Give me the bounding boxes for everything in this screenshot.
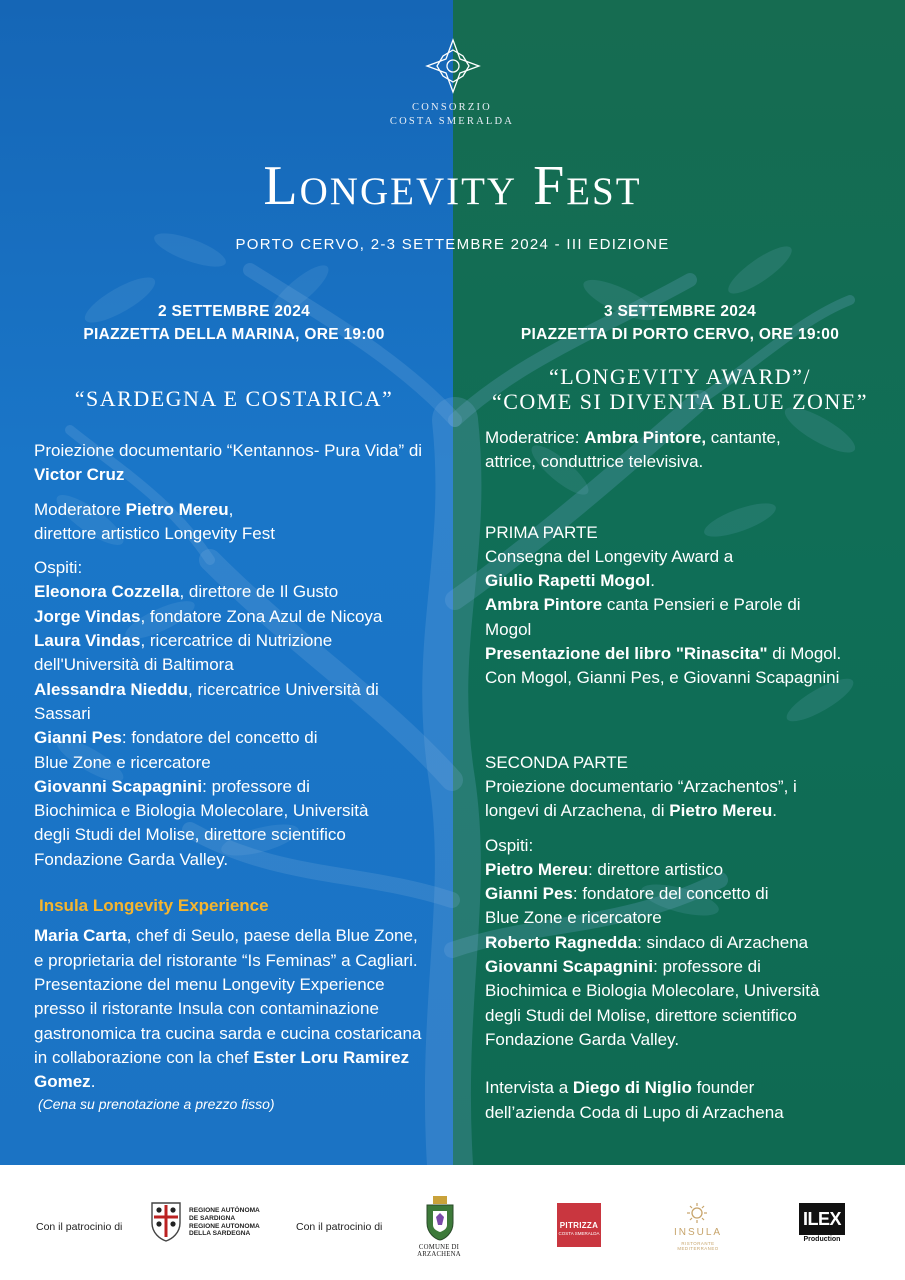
part1-award — [485, 545, 880, 594]
guest-name: Pietro Mereu — [485, 859, 588, 879]
day1-date: 2 SETTEMBRE 2024 — [157, 303, 311, 320]
day1-guest — [34, 726, 334, 775]
day1-doc-author: Victor Cruz — [34, 465, 125, 485]
insula-collab-chef: Ester Loru Ramirez Gomez — [34, 1047, 410, 1092]
guest-role: : fondatore del concetto di Blue Zone e ricercatore — [485, 884, 769, 928]
org-line-2: COSTA SMERALDA — [389, 116, 515, 127]
day1-place: PIAZZETTA DELLA MARINA, ORE 19:00 — [83, 326, 385, 343]
part1-singer: Ambra Pintore — [485, 595, 603, 615]
interview-text: Intervista a — [485, 1078, 573, 1098]
insula-experience-title: Insula Longevity Experience — [39, 896, 269, 916]
part2-documentary — [485, 775, 830, 824]
sardegna-line: REGIONE AUTÒNOMA — [189, 1207, 260, 1214]
ilex-logo: ILEX — [799, 1203, 845, 1235]
pitrizza-name: PITRIZZA — [559, 1221, 599, 1230]
sardegna-line: REGIONE AUTONOMA — [189, 1222, 260, 1230]
regione-sardegna-crest-icon — [148, 1199, 184, 1243]
day1-header — [34, 300, 434, 346]
guest-role: , fondatore Zona Azul de Nicoya — [140, 606, 383, 626]
day1-guest — [34, 775, 394, 872]
guest-role: , direttore de Il Gusto — [179, 582, 339, 602]
day2-place: PIAZZETTA DI PORTO CERVO, ORE 19:00 — [520, 326, 840, 343]
ilex-production: Production — [803, 1236, 841, 1243]
part1-award-text: Consegna del Longevity Award a — [485, 546, 734, 566]
interview-role: founder dell’azienda Coda di Lupo di Arzachena — [485, 1078, 784, 1122]
guest-name: Giovanni Scapagnini — [34, 776, 203, 796]
part2-doc-text: Proiezione documentario “Arzachentos”, i longevi di Arzachena, di — [485, 776, 797, 821]
guest-role: , ricercatrice di Nutrizione dell'Università di Baltimora — [34, 631, 333, 675]
part1-sing-text: canta Pensieri e Parole di Mogol — [485, 595, 801, 639]
patrocinio-label-1: Con il patrocinio di — [36, 1221, 123, 1233]
insula-sun-icon — [686, 1202, 708, 1224]
part1-book-end: di Mogol. — [767, 644, 842, 664]
guest-name: Gianni Pes — [34, 728, 122, 748]
day2-date: 3 SETTEMBRE 2024 — [603, 303, 757, 320]
pitrizza-logo — [557, 1203, 601, 1247]
day1-documentary — [34, 439, 434, 488]
day2-event-title-line1: “LONGEVITY AWARD”/ — [548, 364, 812, 389]
guest-role: : professore di Biochimica e Biologia Molecolare, Università degli Studi del Molise, direttore scientifico Fondazione Garda Valley. — [34, 776, 369, 869]
comune-arzachena-crest-icon — [421, 1195, 459, 1241]
day2-mod-name: Ambra Pintore, — [584, 428, 707, 447]
insula-logo-text: INSULA — [673, 1227, 723, 1238]
sponsor-footer — [0, 1165, 905, 1280]
guest-role: : professore di Biochimica e Biologia Molecolare, Università degli Studi del Molise, direttore scientifico Fondazione Garda Valley. — [485, 957, 820, 1049]
guest-name: Laura Vindas — [34, 631, 141, 651]
part1-book — [485, 642, 880, 666]
day2-mod-label: Moderatrice: — [485, 428, 585, 447]
guest-name: Gianni Pes — [485, 884, 573, 904]
day2-moderator — [485, 426, 825, 475]
patrocinio-label-2: Con il patrocinio di — [296, 1221, 383, 1233]
day1-guest — [34, 580, 434, 604]
guest-name: Eleonora Cozzella — [34, 582, 180, 602]
day1-doc-text: Proiezione documentario “Kentannos- Pura Vida” di — [34, 441, 423, 460]
day1-guests-label: Ospiti: — [34, 558, 83, 578]
insula-description — [34, 924, 429, 1094]
event-title: Longevity Fest — [263, 155, 642, 217]
sardegna-line: DELLA SARDEGNA — [189, 1230, 251, 1238]
day1-mod-name: Pietro Mereu — [125, 499, 229, 519]
day2-guest — [485, 882, 785, 931]
consorzio-name — [352, 101, 552, 129]
part1-award-end: . — [650, 571, 655, 591]
day1-guest — [34, 678, 404, 727]
guest-role: , ricercatrice Università di Sassari — [34, 679, 379, 723]
guest-name: Roberto Ragnedda — [485, 932, 638, 952]
day1-guest — [34, 605, 434, 629]
part1-singing — [485, 593, 815, 642]
guest-role: : fondatore del concetto di Blue Zone e ricercatore — [34, 728, 318, 772]
day2-header — [450, 300, 905, 346]
guest-name: Alessandra Nieddu — [34, 679, 188, 699]
interview-name: Diego di Niglio — [572, 1078, 692, 1098]
day2-guest — [485, 858, 880, 882]
day2-column — [485, 300, 880, 1125]
part1-award-name: Giulio Rapetti Mogol — [485, 571, 651, 591]
day1-mod-role-2: direttore artistico Longevity Fest — [34, 523, 275, 543]
regione-sardegna-text — [189, 1207, 260, 1238]
insula-text: , chef di Seulo, paese della Blue Zone, e proprietaria del ristorante “Is Feminas” a Cagliari. Presentazione del menu Longevity Experience presso il ristorante Insula con contaminazione gastronomica tra cucina sarda e cucina costaricana in collaborazione con la chef — [34, 926, 422, 1067]
part1-label: PRIMA PARTE — [485, 522, 598, 542]
part1-with: Con Mogol, Gianni Pes, e Giovanni Scapagnini — [485, 668, 840, 688]
guest-name: Giovanni Scapagnini — [485, 957, 654, 977]
guest-role: : sindaco di Arzachena — [637, 932, 809, 952]
day1-column — [34, 300, 434, 1114]
day2-guests-label: Ospiti: — [485, 835, 534, 855]
insula-chef-name: Maria Carta — [34, 926, 127, 946]
insula-logo-sub: RISTORANTE MEDITERRANEO — [677, 1241, 719, 1251]
sardegna-line: DE SARDIGNA — [189, 1214, 236, 1222]
day1-moderator — [34, 498, 434, 547]
insula-note: (Cena su prenotazione a prezzo fisso) — [38, 1096, 275, 1113]
guest-role: : direttore artistico — [587, 859, 724, 879]
day2-event-title-line2: “COME SI DIVENTA BLUE ZONE” — [491, 389, 869, 414]
day2-event-title — [450, 364, 905, 414]
day1-mod-role: , — [228, 499, 234, 519]
day2-guest — [485, 955, 845, 1052]
part1-book-title: Presentazione del libro "Rinascita" — [485, 644, 768, 664]
insula-end: . — [90, 1072, 96, 1092]
day2-interview — [485, 1076, 825, 1125]
day2-guest — [485, 931, 880, 955]
pitrizza-sub: COSTA SMERALDA — [558, 1231, 600, 1236]
part2-label: SECONDA PARTE — [485, 752, 628, 772]
part2-doc-author: Pietro Mereu — [669, 801, 773, 821]
event-subtitle: PORTO CERVO, 2-3 SETTEMBRE 2024 - III EDIZIONE — [235, 236, 670, 253]
consorzio-star-logo-icon — [423, 36, 483, 96]
day1-event-title: “SARDEGNA E COSTARICA” — [74, 386, 394, 411]
day2-mod-role: cantante, attrice, conduttrice televisiva. — [485, 428, 781, 472]
comune-arzachena-text: COMUNE DI ARZACHENA — [417, 1244, 461, 1258]
day1-mod-text: Moderatore — [34, 499, 126, 519]
day1-guest — [34, 629, 374, 678]
guest-name: Jorge Vindas — [34, 606, 141, 626]
org-line-1: CONSORZIO — [412, 102, 492, 113]
part2-doc-end: . — [772, 801, 778, 821]
